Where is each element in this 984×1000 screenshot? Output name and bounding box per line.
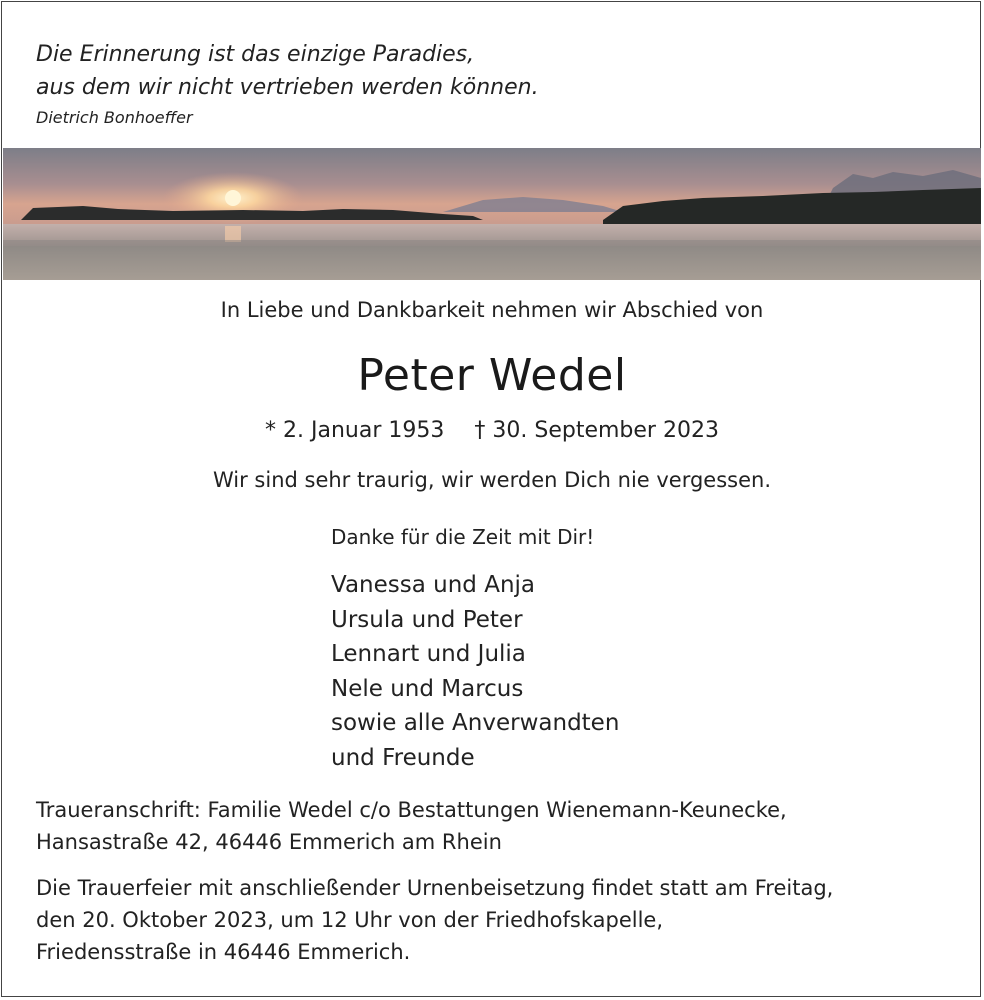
- quote-line: aus dem wir nicht vertrieben werden können.: [36, 75, 539, 100]
- beach: [3, 246, 981, 280]
- sun: [225, 190, 241, 206]
- sun-reflection: [225, 226, 241, 242]
- intro-text: In Liebe und Dankbarkeit nehmen wir Abschied von: [220, 298, 764, 322]
- address-line: Hansastraße 42, 46446 Emmerich am Rhein: [36, 830, 502, 854]
- mourner-entry: Vanessa und Anja: [331, 572, 536, 598]
- shoreline: [3, 240, 981, 246]
- ceremony-info: [36, 872, 833, 968]
- quote-author: Dietrich Bonhoeffer: [36, 108, 193, 127]
- mourner-entry: Ursula und Peter: [331, 606, 523, 633]
- farewell-text: Wir sind sehr traurig, wir werden Dich nie vergessen.: [212, 468, 772, 492]
- death-date: † 30. September 2023: [474, 418, 719, 443]
- birth-date: * 2. Januar 1953: [265, 418, 445, 443]
- life-dates: [0, 418, 984, 443]
- ceremony-line: Die Trauerfeier mit anschließender Urnenbeisetzung findet statt am Freitag,: [36, 876, 834, 900]
- ceremony-line: Friedensstraße in 46446 Emmerich.: [36, 940, 411, 964]
- opening-quote: [36, 38, 539, 104]
- mourner-entry: Lennart und Julia: [331, 641, 526, 667]
- deceased-name: Peter Wedel: [357, 350, 627, 401]
- thanks-text: Danke für die Zeit mit Dir!: [331, 525, 595, 549]
- mourner-entry: sowie alle Anverwandten: [331, 710, 620, 736]
- address-line: Traueranschrift: Familie Wedel c/o Bestattungen Wienemann-Keunecke,: [36, 798, 787, 822]
- mourning-address: [36, 794, 787, 858]
- mourner-entry: und Freunde: [331, 744, 475, 771]
- ceremony-line: den 20. Oktober 2023, um 12 Uhr von der Friedhofskapelle,: [36, 908, 664, 932]
- sunset-photo: [3, 148, 981, 280]
- mourners-list: [331, 568, 619, 775]
- mourner-entry: Nele und Marcus: [331, 675, 524, 702]
- quote-line: Die Erinnerung ist das einzige Paradies,: [36, 42, 475, 67]
